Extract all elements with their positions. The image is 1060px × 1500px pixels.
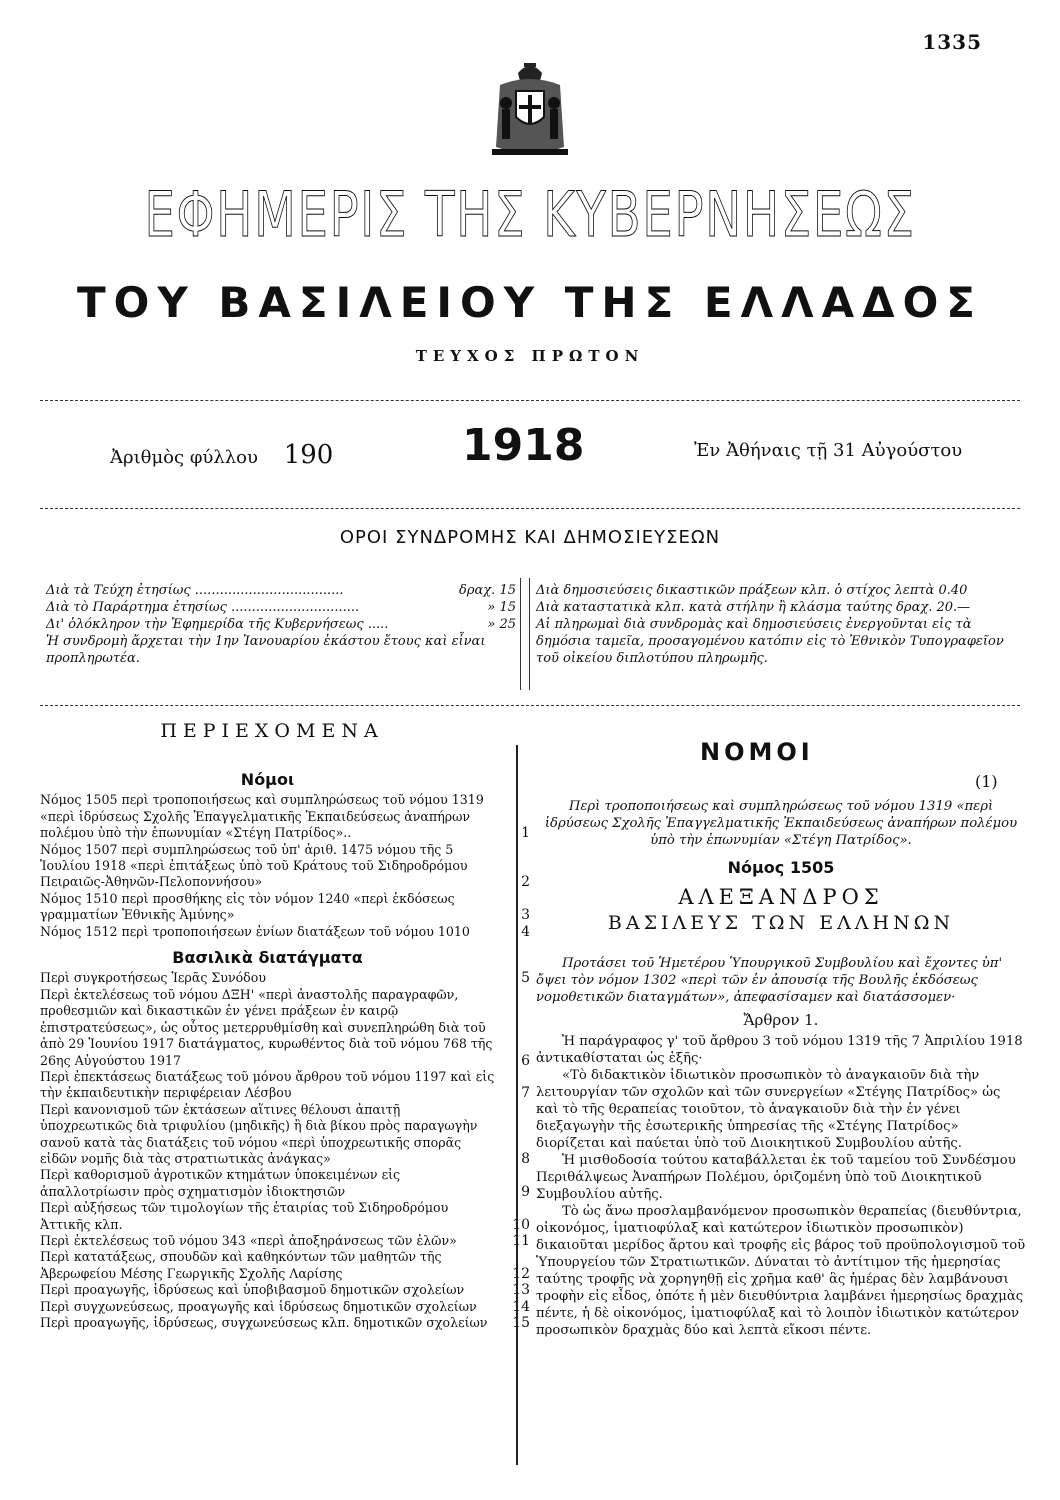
toc-entry-text: Περὶ προαγωγῆς, ἱδρύσεως καὶ ὑποβιβασμοῦ δημοτικῶν σχολείων	[40, 1282, 465, 1298]
toc-decrees-heading: Βασιλικὰ διατάγματα	[172, 948, 363, 968]
terms-line-unit: δραχ.	[459, 583, 496, 598]
divider	[40, 705, 1020, 706]
toc-entry-page: 11	[512, 1232, 530, 1249]
toc-laws-heading: Νόμοι	[240, 770, 295, 789]
toc-entry-page: 4	[521, 923, 530, 940]
divider	[40, 400, 1020, 401]
king-name: ΑΛΕΞΑΝΔΡΟΣ	[678, 885, 884, 909]
place-date: Ἐν Ἀθήναις τῇ 31 Αὐγούστου	[694, 440, 963, 461]
toc-entry-page: 2	[521, 874, 530, 891]
toc-title: ΠΕΡΙΕΧΟΜΕΝΑ	[160, 720, 384, 742]
terms-left-column	[46, 582, 516, 667]
toc-entry	[40, 970, 530, 986]
toc-entry-text: Νόμος 1507 περὶ συμπληρώσεως τοῦ ὑπ' ἀριθ. 1475 νόμου τῆς 5 Ἰουλίου 1918 «περὶ ἐπιτάξεως ὑπὸ τοῦ Κράτους τοῦ Σιδηροδρόμου Πειραιῶς-Ἀθηνῶν-Πελοποννήσου»	[40, 841, 468, 890]
king-title: ΒΑΣΙΛΕΥΣ ΤΩΝ ΕΛΛΗΝΩΝ	[607, 912, 955, 934]
toc-entry	[40, 1282, 530, 1298]
paragraph: Ἡ παράγραφος γ' τοῦ ἄρθρου 3 τοῦ νόμου 1319 τῆς 7 Ἀπριλίου 1918 ἀντικαθίσταται ὡς ἑξῆς·	[536, 1034, 1023, 1066]
toc-entry-text: Περὶ αὐξήσεως τῶν τιμολογίων τῆς ἑταιρίας τοῦ Σιδηροδρόμου Ἀττικῆς κλπ.	[40, 1200, 449, 1232]
toc-entry	[40, 1200, 530, 1233]
terms-line	[46, 599, 516, 616]
toc-entry-page: 9	[521, 1183, 530, 1200]
toc-entry-text: Περὶ συγκροτήσεως Ἱερᾶς Συνόδου	[40, 970, 267, 986]
preamble: Προτάσει τοῦ Ἡμετέρου Ὑπουργικοῦ Συμβουλίου καὶ ἔχοντες ὑπ' ὄψει τὸν νόμον 1302 «περὶ τῶν ἐν ἀπουσίᾳ τῆς Βουλῆς ἐκδόσεως νομοθετικῶν διαταγμάτων», ἀπεφασίσαμεν καὶ διατάσσομεν·	[536, 956, 1003, 1005]
toc-entry-text: Περὶ ἐπεκτάσεως διατάξεως τοῦ μόνου ἄρθρου τοῦ νόμου 1197 καὶ εἰς τὴν ἐκπαιδευτικὴν περιφέρειαν Λέσβου	[40, 1068, 495, 1101]
toc-entry	[40, 1167, 530, 1200]
paragraph: Τὸ ὡς ἄνω προσλαμβανόμενον προσωπικὸν θεραπείας (διευθύντρια, οἰκονόμος, ἱματιοφύλαξ καὶ κατώτερον ἰδιωτικὸν προσωπικὸν) δικαιοῦται μερίδος ἄρτου καὶ τροφῆς εἰς βάρος τοῦ προϋπολογισμοῦ τοῦ Ὑπουργείου τῶν Στρατιωτικῶν. Δύναται τὸ ἀντίτιμον τῆς ἡμερησίας ταύτης τροφῆς νὰ χορηγηθῇ εἰς χρῆμα καθ' ἃς ἡμέρας δὲν λαμβάνουσι τροφὴν εἰς εἶδος, ὁπότε ἡ μὲν διευθύντρια λαμβάνει ἡμερησίως δραχμὰς πέντε, ἡ δὲ οἰκονόμος, ἱματιοφύλαξ καὶ τὸ λοιπὸν ἰδιωτικὸν κατώτερον προσωπικὸν δραχμὰς δύο καὶ λεπτὰ εἴκοσι πέντε.	[536, 1204, 1026, 1338]
issue-series: ΤΕΥΧΟΣ ΠΡΩΤΟΝ	[415, 347, 645, 365]
terms-line-unit: »	[487, 600, 496, 615]
toc-entry	[40, 842, 530, 891]
terms-note: Ἡ συνδρομὴ ἄρχεται τὴν 1ην Ἰανουαρίου ἑκάστου ἔτους καὶ εἶναι προπληρωτέα.	[46, 634, 486, 666]
terms-line: Διὰ καταστατικὰ κλπ. κατὰ στήλην ἢ κλάσμα ταύτης δραχ. 20.—	[536, 600, 971, 615]
toc-entry-page: 10	[512, 1216, 530, 1233]
toc-entry-text: Περὶ ἐκτελέσεως τοῦ νόμου ΔΞΗ' «περὶ ἀναστολῆς παραγραφῶν, προθεσμιῶν καὶ δικαστικῶν ἐν γένει πράξεων ἐν καιρῷ ἐπιστρατεύσεως», ὡς οὗτος μετερρυθμίσθη καὶ συνεπληρώθη διὰ τοῦ ἀπὸ 29 Ἰουνίου 1917 διατάγματος, κυρωθέντος διὰ τοῦ νόμου 768 τῆς 26ης Αὐγούστου 1917	[40, 986, 493, 1068]
terms-right-column	[536, 582, 1026, 667]
toc-entry-page: 12	[512, 1265, 530, 1282]
paragraph: «Τὸ διδακτικὸν ἰδιωτικὸν προσωπικὸν τὸ ἀναγκαιοῦν διὰ τὴν λειτουργίαν τῶν σχολῶν καὶ τῶν συνεργείων «Στέγης Πατρίδος» ὡς καὶ τὸ τῆς θεραπείας τοιοῦτον, τὸ ἀναγκαιοῦν διὰ τὴν ἐν γένει διεξαγωγὴν τῆς ἐσωτερικῆς ὑπηρεσίας τῆς «Στέγης Πατρίδος» διορίζεται καὶ παύεται ὑπὸ τοῦ Διοικητικοῦ Συμβουλίου αὐτῆς.	[536, 1068, 1001, 1151]
laws-heading: ΝΟΜΟΙ	[700, 738, 814, 766]
toc-entry	[40, 1233, 530, 1249]
toc-entry	[40, 891, 530, 924]
terms-line-value: 15	[499, 583, 516, 598]
sheet-number-block	[110, 440, 333, 470]
toc-entry-page: 5	[521, 970, 530, 987]
column-divider	[516, 745, 518, 1465]
toc-entry-page: 1	[521, 825, 530, 842]
toc-entry-text: Περὶ κατατάξεως, σπουδῶν καὶ καθηκόντων τῶν μαθητῶν τῆς Ἀβερωφείου Μέσης Γεωργικῆς Σχολῆς Λαρίσης	[40, 1249, 442, 1281]
terms-line: Διὰ δημοσιεύσεις δικαστικῶν πράξεων κλπ. ὁ στίχος λεπτὰ 0.40	[536, 583, 968, 598]
toc-entry	[40, 1249, 530, 1282]
toc-entry	[40, 1069, 530, 1102]
toc-entry-text: Περὶ καθορισμοῦ ἀγροτικῶν κτημάτων ὑποκειμένων εἰς ἀπαλλοτρίωσιν πρὸς σχηματισμὸν ἰδιοκτησιῶν	[40, 1167, 401, 1199]
toc-entry-text: Περὶ κανονισμοῦ τῶν ἐκτάσεων αἵτινες θέλουσι ἀπαιτῇ ὑποχρεωτικῶς διὰ τριφυλίου (μηδικῆς) ἢ διὰ βίκου πρὸς παραγωγὴν σανοῦ κατὰ τὰς διατάξεις τοῦ νόμου «περὶ ὑποχρεωτικῆς σπορᾶς εἰδῶν νομῆς διὰ τὰς στρατιωτικὰς ἀνάγκας»	[40, 1101, 478, 1166]
issue-year: 1918	[462, 420, 585, 471]
toc-entry-text: Περὶ συγχωνεύσεως, προαγωγῆς καὶ ἱδρύσεως δημοτικῶν σχολείων	[40, 1298, 477, 1314]
terms-line	[46, 582, 516, 599]
toc-entry	[40, 987, 530, 1069]
terms-line-text: Δι' ὁλόκληρον τὴν Ἐφημερίδα τῆς Κυβερνήσεως .....	[46, 617, 389, 632]
law-body	[536, 955, 1026, 1339]
terms-line-text: Διὰ τὰ Τεύχη ἐτησίως ....................................	[46, 583, 344, 598]
toc-laws	[40, 772, 530, 1331]
toc-entry-page: 15	[512, 1315, 530, 1331]
gazette-title: ΕΦΗΜΕΡΙΣ ΤΗΣ ΚΥΒΕΡΝΗΣΕΩΣ	[144, 178, 916, 251]
divider	[40, 508, 1020, 509]
terms-line-text: Διὰ τὸ Παράρτημα ἐτησίως ...............................	[46, 600, 360, 615]
gazette-subtitle: ΤΟΥ ΒΑΣΙΛΕΙΟΥ ΤΗΣ ΕΛΛΑΔΟΣ	[76, 278, 983, 327]
column-separator	[520, 578, 530, 690]
article-heading: Ἄρθρον 1.	[743, 1011, 819, 1029]
toc-entry-text: Περὶ ἐκτελέσεως τοῦ νόμου 343 «περὶ ἀποξηράνσεως τῶν ἑλῶν»	[40, 1232, 457, 1248]
toc-entry-page: 13	[512, 1282, 530, 1299]
terms-line	[46, 616, 516, 633]
toc-entry	[40, 924, 530, 940]
toc-entry-text: Περὶ προαγωγῆς, ἱδρύσεως, συγχωνεύσεως κλπ. δημοτικῶν σχολείων	[40, 1315, 488, 1330]
terms-line-value: 25	[499, 617, 516, 632]
paragraph: Ἡ μισθοδοσία τούτου καταβάλλεται ἐκ τοῦ ταμείου τοῦ Συνδέσμου Περιθάλψεως Ἀναπήρων Πολέμου, ὁριζομένη ὑπὸ τοῦ Διοικητικοῦ Συμβουλίου αὐτῆς.	[536, 1153, 1016, 1202]
terms-line-unit: »	[487, 617, 496, 632]
toc-entry	[40, 1315, 530, 1331]
terms-line: Αἱ πληρωμαὶ διὰ συνδρομὰς καὶ δημοσιεύσεις ἐνεργοῦνται εἰς τὰ δημόσια ταμεῖα, προσαγομένου κατόπιν εἰς τὸ Ἐθνικὸν Τυπογραφεῖον τοῦ οἰκείου διπλοτύπου πληρωμῆς.	[536, 617, 1004, 666]
toc-entry-page: 3	[521, 907, 530, 924]
sheet-label: Ἀριθμὸς φύλλου	[110, 447, 258, 468]
toc-entry-page: 14	[512, 1298, 530, 1315]
toc-entry	[40, 1299, 530, 1315]
toc-entry-page: 7	[521, 1085, 530, 1102]
terms-line-value: 15	[499, 600, 516, 615]
toc-entry-text: Νόμος 1510 περὶ προσθήκης εἰς τὸν νόμον 1240 «περὶ ἐκδόσεως γραμματίων Ἐθνικῆς Ἀμύνης»	[40, 890, 455, 923]
royal-coat-of-arms-icon	[480, 55, 580, 165]
toc-entry-page: 8	[521, 1150, 530, 1167]
law-number: Νόμος 1505	[727, 858, 835, 877]
toc-entry	[40, 792, 530, 841]
page-number: 1335	[922, 30, 982, 54]
toc-entry-text: Νόμος 1505 περὶ τροποποιήσεως καὶ συμπληρώσεως τοῦ νόμου 1319 «περὶ ἱδρύσεως Σχολῆς Ἐπαγγελματικῆς Ἐκπαιδεύσεως ἀναπήρων πολέμου ὑπὸ τὴν ἐπωνυμίαν «Στέγη Πατρίδος»..	[40, 792, 484, 841]
sheet-number: 190	[283, 440, 334, 470]
footnote-marker: (1)	[975, 772, 998, 791]
law-title: Περὶ τροποποιήσεως καὶ συμπληρώσεως τοῦ νόμου 1319 «περὶ ἱδρύσεως Σχολῆς Ἐπαγγελματικῆς Ἐκπαιδεύσεως ἀναπήρων πολέμου ὑπὸ τὴν ἐπωνυμίαν «Στέγη Πατρίδος».	[544, 799, 1018, 848]
terms-title: ΟΡΟΙ ΣΥΝΔΡΟΜΗΣ ΚΑΙ ΔΗΜΟΣΙΕΥΣΕΩΝ	[339, 527, 721, 548]
toc-entry-text: Νόμος 1512 περὶ τροποποιήσεων ἐνίων διατάξεων τοῦ νόμου 1010	[40, 923, 470, 939]
toc-entry-page: 6	[521, 1052, 530, 1069]
toc-entry	[40, 1102, 530, 1168]
